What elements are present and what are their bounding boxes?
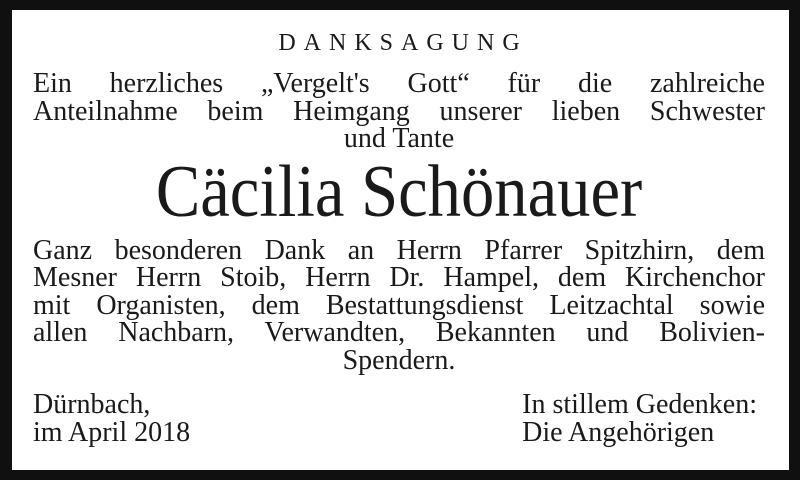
intro-line: und Tante: [343, 123, 455, 154]
deceased-name: Cäcilia Schönauer: [155, 150, 643, 233]
thanks-line: Ganz besonderen Dank an Herrn Pfarrer Spitzhirn, dem: [33, 234, 765, 266]
notice-title: DANKSAGUNG: [278, 30, 528, 56]
intro-paragraph: [33, 70, 765, 153]
thanks-line: allen Nachbarn, Verwandten, Bekannten und Bolivien-: [33, 317, 765, 348]
thanks-line: mit Organisten, dem Bestattungsdienst Leitzachtal sowie: [33, 289, 765, 321]
date-line: im April 2018: [33, 416, 191, 448]
intro-line: Anteilnahme beim Heimgang unserer lieben Schwester: [33, 95, 765, 127]
place-line: Dürnbach,: [33, 389, 151, 420]
signature-line: Die Angehörigen: [522, 416, 715, 448]
thanks-paragraph: [33, 234, 765, 376]
closing-block: [522, 391, 757, 446]
thanks-line: Spendern.: [342, 344, 456, 376]
obituary-notice: [12, 10, 789, 470]
thanks-line: Mesner Herrn Stoib, Herrn Dr. Hampel, dem Kirchenchor: [33, 262, 765, 293]
closing-line: In stillem Gedenken:: [522, 389, 757, 420]
intro-line: Ein herzliches „Vergelt's Gott“ für die zahlreiche: [33, 68, 765, 99]
place-date-block: [33, 391, 190, 446]
notice-footer: [33, 391, 765, 446]
